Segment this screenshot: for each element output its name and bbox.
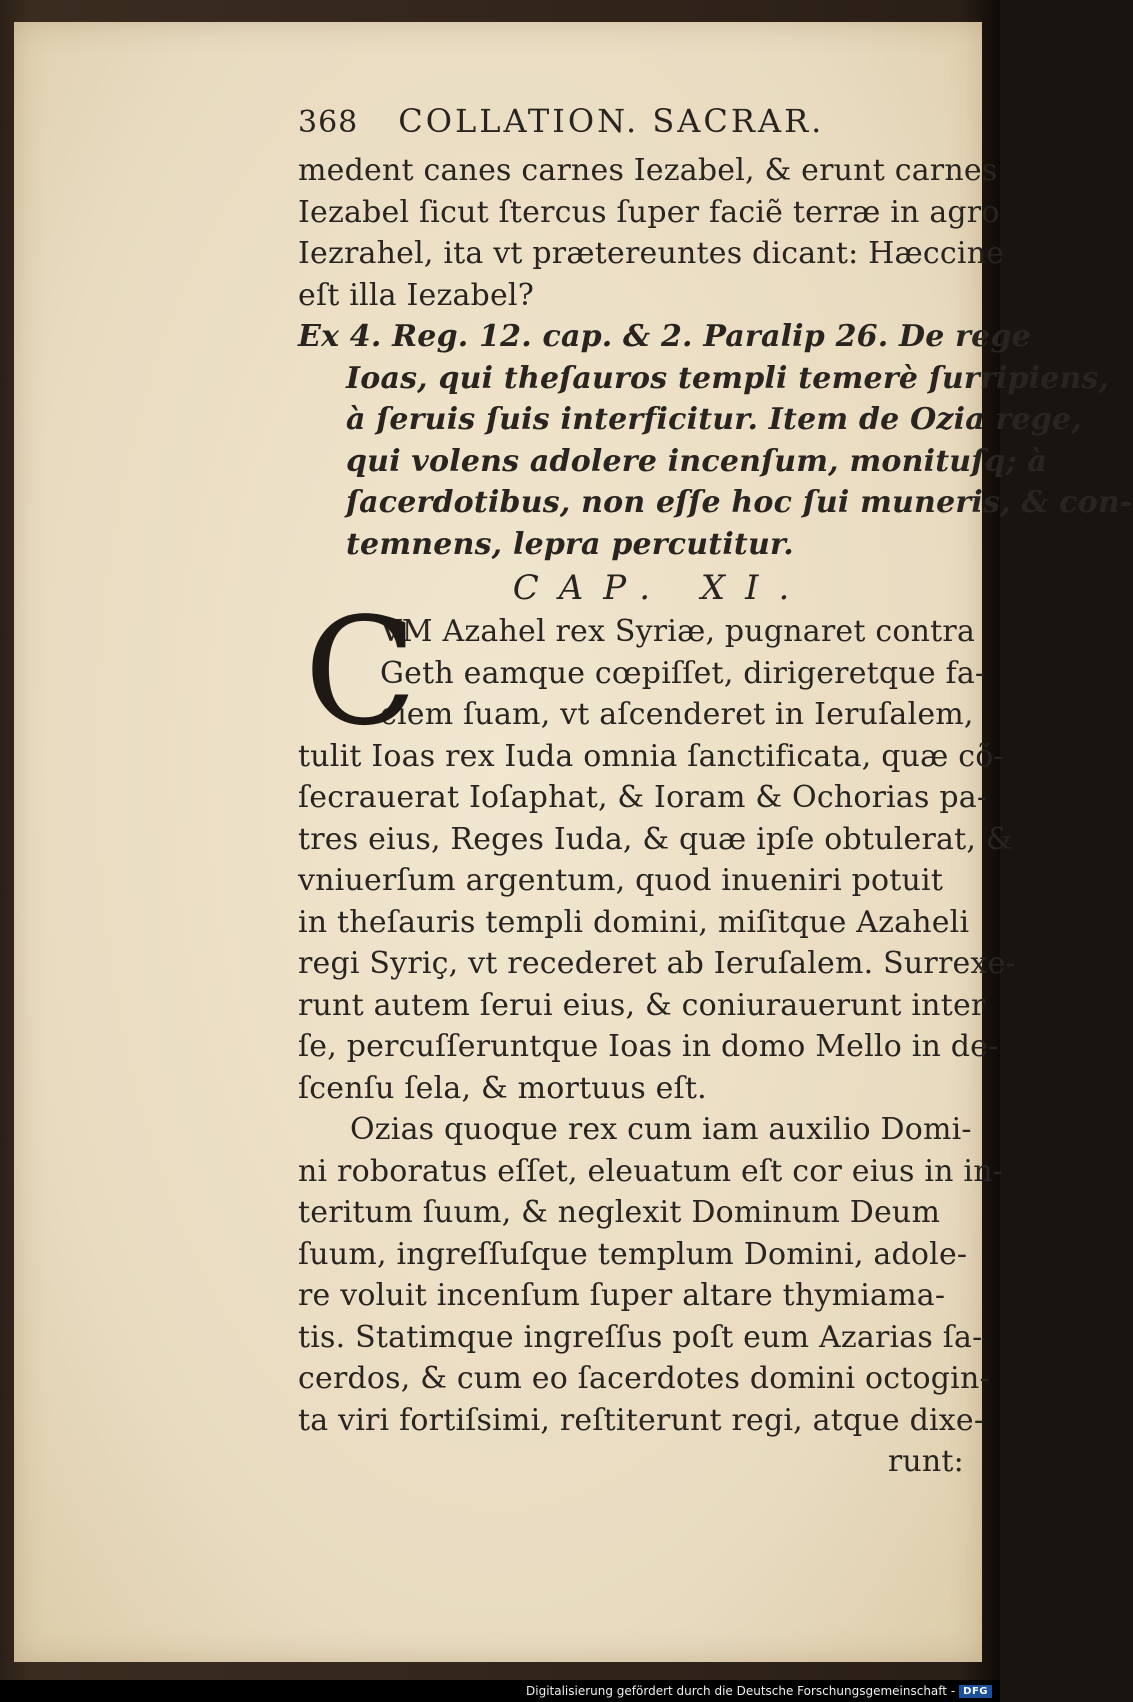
- text-line: ſecrauerat Ioſaphat, & Ioram & Ochorias pa-: [298, 780, 988, 815]
- text-line: ta viri fortiſsimi, reſtiterunt regi, atque dixe-: [298, 1402, 985, 1438]
- running-title: COLLATION. SACRAR.: [398, 102, 825, 140]
- drop-cap-initial: C: [304, 586, 418, 758]
- text-block-1: [298, 150, 1005, 316]
- text-line: tres eius, Reges Iuda, & quæ ipſe obtulerat, &: [298, 821, 1013, 857]
- text-line: runt autem ſerui eius, & coniurauerunt inter: [298, 987, 986, 1023]
- page-text-block: [298, 102, 1133, 1483]
- text-line: ſuum, ingreſſuſque templum Domini, adole-: [298, 1236, 968, 1272]
- text-line: ni roboratus eſſet, eleuatum eſt cor eius in in-: [298, 1153, 1004, 1189]
- text-line: VM Azahel rex Syriæ, pugnaret contra: [380, 614, 976, 649]
- summary-line: ſacerdotibus, non eſſe hoc ſui muneris, & con-: [346, 485, 1133, 520]
- book-page: [14, 22, 1133, 1662]
- text-line: ſcenſu ſela, & mortuus eſt.: [298, 1070, 707, 1106]
- summary-line: temnens, lepra percutitur.: [346, 526, 794, 562]
- summary-line: qui volens adolere incenſum, monituſq; à: [346, 443, 1048, 479]
- summary-line: Ioas, qui theſauros templi temerè ſurripiens,: [346, 360, 1110, 396]
- page-number: 368: [298, 105, 359, 140]
- text-line: medent canes carnes Iezabel, & erunt carnes: [298, 153, 998, 188]
- text-line: ſe, percuſſeruntque Ioas in domo Mello in de-: [298, 1029, 999, 1064]
- text-line: in theſauris templi domini, miſitque Azaheli: [298, 904, 970, 940]
- text-line: Iezrahel, ita vt prætereuntes dicant: Hæccine: [298, 236, 1005, 271]
- chapter-summary: [298, 316, 1133, 565]
- digitization-footer: [0, 1680, 1000, 1702]
- text-line: cerdos, & cum eo ſacerdotes domini octogin-: [298, 1361, 990, 1396]
- text-line: vniuerſum argentum, quod inueniri potuit: [298, 863, 944, 898]
- footer-credit-text: Digitalisierung gefördert durch die Deutsche Forschungsgemeinschaft -: [526, 1684, 956, 1698]
- text-line: Geth eamque cœpiſſet, dirigeretque fa-: [380, 655, 986, 691]
- text-line: re voluit incenſum ſuper altare thymiama-: [298, 1278, 946, 1313]
- summary-line: Ex 4. Reg. 12. cap. & 2. Paralip 26. De rege: [298, 319, 1031, 354]
- dfg-logo-icon: DFG: [959, 1685, 992, 1698]
- running-header: [298, 102, 984, 150]
- text-line: teritum ſuum, & neglexit Dominum Deum: [298, 1195, 941, 1230]
- text-line: Iezabel ſicut ſtercus ſuper faciẽ terræ in agro: [298, 194, 1000, 230]
- text-line: tulit Ioas rex Iuda omnia ſanctificata, quæ cõ-: [298, 738, 1004, 774]
- chapter-title: CAP. XI.: [512, 568, 810, 608]
- text-line: Ozias quoque rex cum iam auxilio Domi-: [350, 1112, 972, 1147]
- text-line: ciem ſuam, vt aſcenderet in Ieruſalem,: [380, 697, 974, 732]
- text-block-4: [298, 1109, 1004, 1483]
- text-line: eſt illa Iezabel?: [298, 277, 534, 313]
- text-block-3: [298, 736, 1016, 1110]
- text-line: regi Syriç, vt recederet ab Ieruſalem. Surrexe-: [298, 946, 1016, 981]
- summary-line: à ſeruis ſuis interficitur. Item de Ozia rege,: [346, 402, 1082, 437]
- catchword: runt:: [887, 1444, 964, 1479]
- text-line: tis. Statimque ingreſſus poſt eum Azarias ſa-: [298, 1319, 983, 1355]
